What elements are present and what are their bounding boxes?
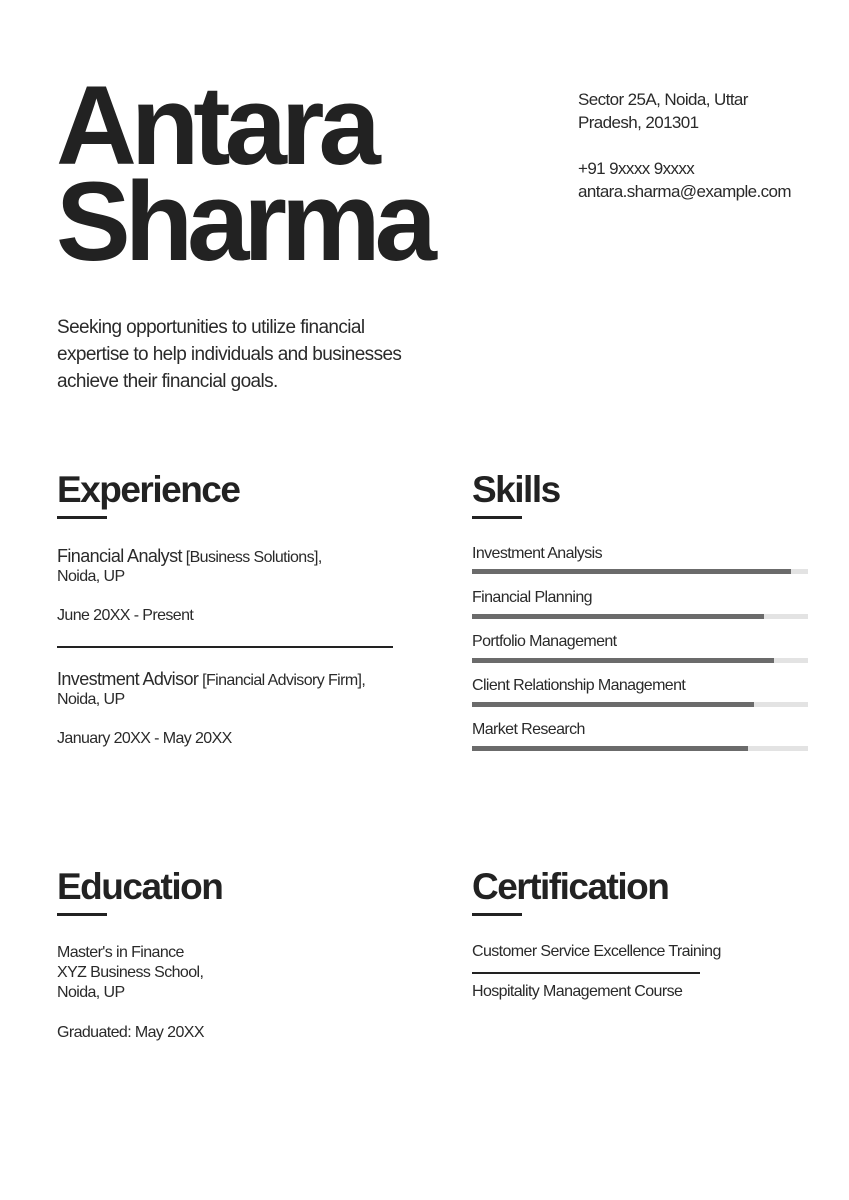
experience-location: Noida, UP <box>57 691 125 708</box>
education-graduated: Graduated: May 20XX <box>57 1024 204 1041</box>
experience-org: [Business Solutions], <box>185 549 322 566</box>
skill-bar-track <box>472 614 808 619</box>
candidate-name <box>56 63 431 284</box>
skill-bar-track <box>472 658 808 663</box>
experience-item <box>57 669 397 710</box>
skills-heading: Skills <box>472 469 560 510</box>
experience-dates: June 20XX - Present <box>57 607 194 624</box>
experience-location: Noida, UP <box>57 568 125 585</box>
contact-email: antara.sharma@example.com <box>578 182 791 201</box>
certification-heading: Certification <box>472 866 669 907</box>
skills-heading-rule <box>472 516 522 519</box>
skill-label: Financial Planning <box>472 589 592 606</box>
career-summary: Seeking opportunities to utilize financial expertise to help individuals and businesses achieve their financial goals. <box>57 317 402 392</box>
certification-item: Hospitality Management Course <box>472 983 683 1000</box>
skill-bar-fill <box>472 569 791 574</box>
first-name: Antara <box>56 63 375 188</box>
experience-heading-rule <box>57 516 107 519</box>
skill-bar-track <box>472 746 808 751</box>
skill-bar-fill <box>472 658 774 663</box>
last-name: Sharma <box>56 159 431 284</box>
contact-block <box>578 88 828 203</box>
skill-label: Market Research <box>472 721 585 738</box>
experience-heading: Experience <box>57 469 240 510</box>
skill-bar-track <box>472 569 808 574</box>
certification-divider <box>472 972 700 974</box>
skill-label: Client Relationship Management <box>472 677 686 694</box>
experience-org: [Financial Advisory Firm], <box>202 672 366 689</box>
education-degree: Master's in Finance <box>57 944 184 961</box>
experience-divider <box>57 646 393 648</box>
skill-label: Portfolio Management <box>472 633 617 650</box>
skill-bar-fill <box>472 614 764 619</box>
experience-item <box>57 546 397 587</box>
education-heading: Education <box>57 866 223 907</box>
education-location: Noida, UP <box>57 984 125 1001</box>
education-heading-rule <box>57 913 107 916</box>
certification-item: Customer Service Excellence Training <box>472 943 721 960</box>
experience-role: Investment Advisor <box>57 669 199 689</box>
skill-bar-track <box>472 702 808 707</box>
education-entry <box>57 943 204 1043</box>
experience-role: Financial Analyst <box>57 546 182 566</box>
skill-bar-fill <box>472 702 754 707</box>
certification-heading-rule <box>472 913 522 916</box>
experience-dates: January 20XX - May 20XX <box>57 730 232 747</box>
skill-bar-fill <box>472 746 748 751</box>
contact-address: Sector 25A, Noida, Uttar Pradesh, 201301 <box>578 90 748 132</box>
contact-phone: +91 9xxxx 9xxxx <box>578 159 695 178</box>
skill-label: Investment Analysis <box>472 545 602 562</box>
education-school: XYZ Business School, <box>57 964 204 981</box>
